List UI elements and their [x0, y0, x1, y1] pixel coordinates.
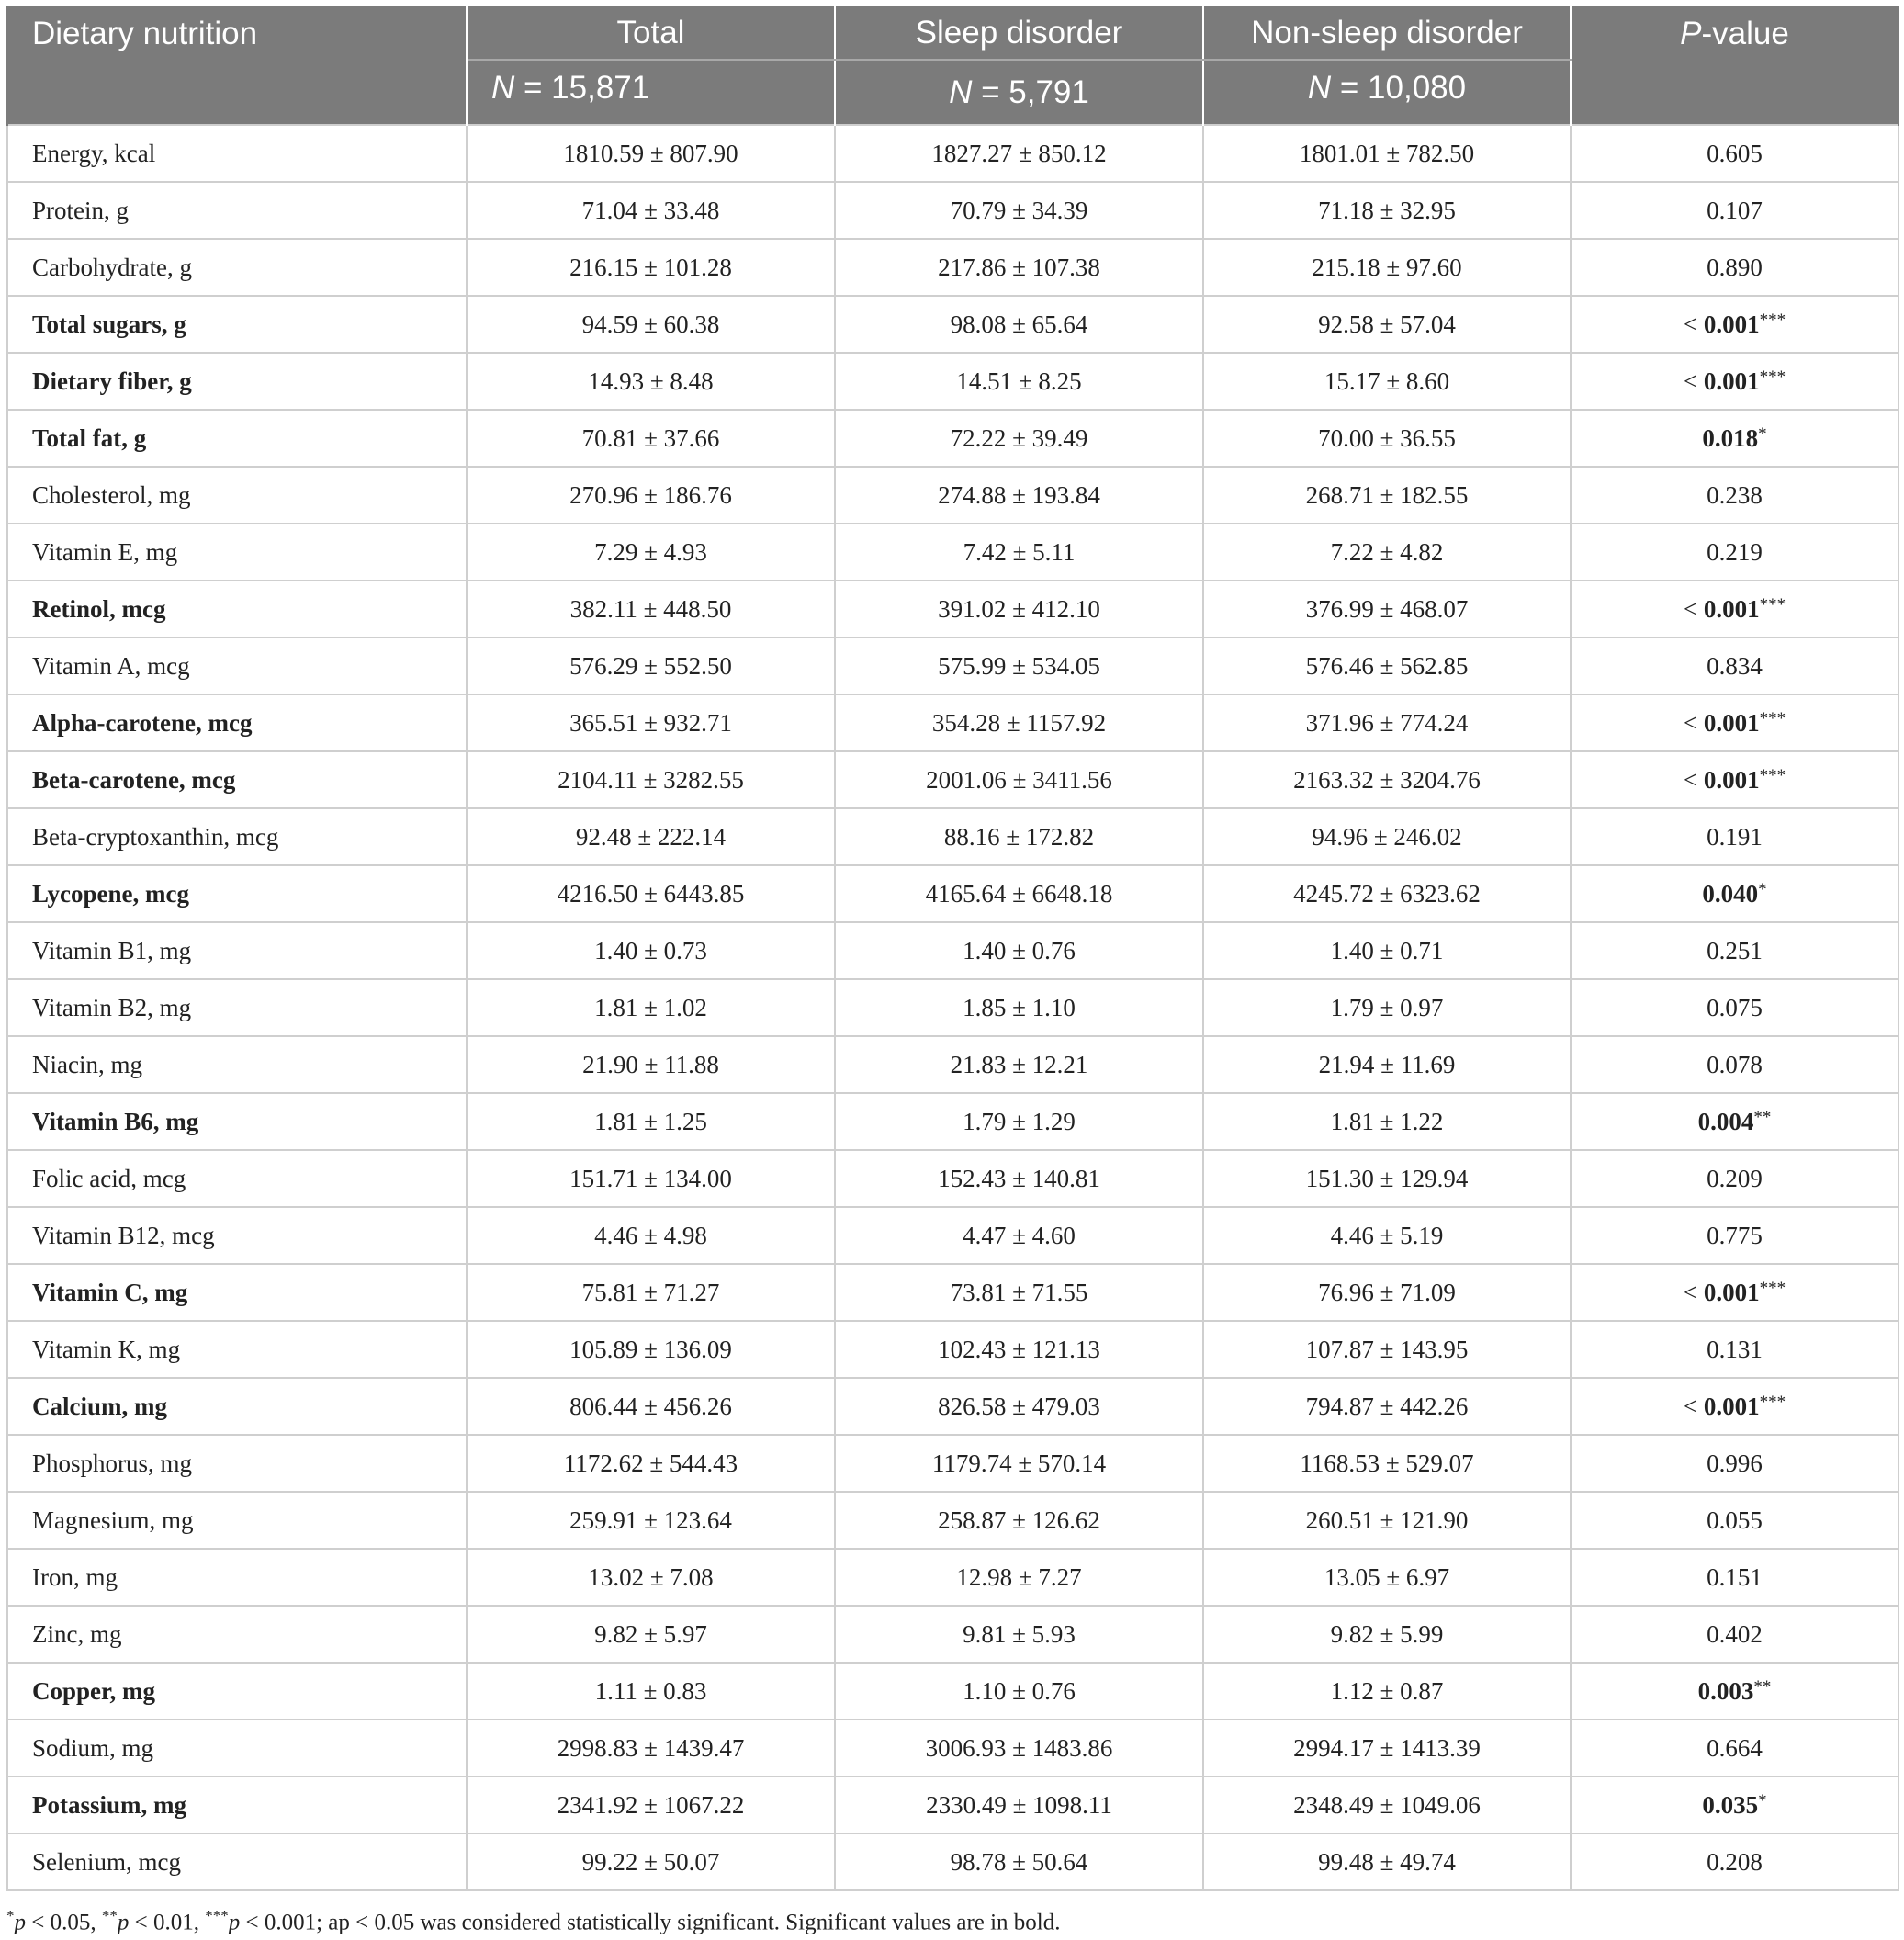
- table-row: [7, 1207, 1898, 1264]
- sleep-disorder-value-cell: 70.79 ± 34.39: [835, 182, 1203, 239]
- non-sleep-disorder-value-cell: 9.82 ± 5.99: [1203, 1606, 1571, 1663]
- p-value-cell: [1571, 1264, 1898, 1321]
- nutrient-name-cell: Sodium, mg: [7, 1720, 467, 1776]
- p-value-prefix: <: [1683, 1392, 1704, 1420]
- header-n-total: [467, 60, 835, 125]
- total-value-cell: 4216.50 ± 6443.85: [467, 865, 835, 922]
- total-value-cell: 9.82 ± 5.97: [467, 1606, 835, 1663]
- p-value-cell: [1571, 410, 1898, 467]
- non-sleep-disorder-value-cell: 99.48 ± 49.74: [1203, 1833, 1571, 1890]
- p-value-number: 0.040: [1702, 879, 1759, 908]
- p-value-number: 0.001: [1703, 310, 1760, 338]
- sleep-disorder-value-cell: 4165.64 ± 6648.18: [835, 865, 1203, 922]
- non-sleep-disorder-value-cell: 13.05 ± 6.97: [1203, 1549, 1571, 1606]
- total-value-cell: 259.91 ± 123.64: [467, 1492, 835, 1549]
- p-value-cell: [1571, 296, 1898, 353]
- non-sleep-disorder-value-cell: 1.40 ± 0.71: [1203, 922, 1571, 979]
- sleep-disorder-value-cell: 391.02 ± 412.10: [835, 581, 1203, 637]
- header-n-nonsleep: [1203, 60, 1571, 125]
- non-sleep-disorder-value-cell: 151.30 ± 129.94: [1203, 1150, 1571, 1207]
- footnote-p-2: p: [117, 1910, 130, 1935]
- non-sleep-disorder-value-cell: 15.17 ± 8.60: [1203, 353, 1571, 410]
- total-value-cell: 4.46 ± 4.98: [467, 1207, 835, 1264]
- table-row: [7, 1036, 1898, 1093]
- nutrient-name-cell: Vitamin B2, mg: [7, 979, 467, 1036]
- nutrient-name-cell: Folic acid, mcg: [7, 1150, 467, 1207]
- p-value-cell: [1571, 239, 1898, 296]
- sleep-disorder-value-cell: 354.28 ± 1157.92: [835, 694, 1203, 751]
- sleep-disorder-value-cell: 258.87 ± 126.62: [835, 1492, 1203, 1549]
- table-row: [7, 1492, 1898, 1549]
- p-value-number: 0.055: [1707, 1506, 1763, 1534]
- sleep-disorder-value-cell: 3006.93 ± 1483.86: [835, 1720, 1203, 1776]
- p-value-number: 0.402: [1707, 1619, 1763, 1648]
- n-total-value: = 15,871: [514, 70, 650, 106]
- nutrient-name-cell: Energy, kcal: [7, 125, 467, 182]
- non-sleep-disorder-value-cell: 794.87 ± 442.26: [1203, 1378, 1571, 1435]
- significance-stars: ***: [1759, 310, 1786, 330]
- table-row: [7, 1150, 1898, 1207]
- total-value-cell: 99.22 ± 50.07: [467, 1833, 835, 1890]
- nutrient-name-cell: Calcium, mg: [7, 1378, 467, 1435]
- significance-stars: *: [1758, 423, 1767, 444]
- sleep-disorder-value-cell: 72.22 ± 39.49: [835, 410, 1203, 467]
- p-value-cell: [1571, 1833, 1898, 1890]
- p-value-number: 0.035: [1702, 1790, 1759, 1819]
- header-n-sleep: [835, 60, 1203, 125]
- non-sleep-disorder-value-cell: 94.96 ± 246.02: [1203, 808, 1571, 865]
- sleep-disorder-value-cell: 4.47 ± 4.60: [835, 1207, 1203, 1264]
- total-value-cell: 7.29 ± 4.93: [467, 524, 835, 581]
- significance-stars: **: [1753, 1676, 1772, 1697]
- table-row: [7, 751, 1898, 808]
- table-row: [7, 865, 1898, 922]
- total-value-cell: 1.81 ± 1.25: [467, 1093, 835, 1150]
- p-value-number: 0.251: [1707, 936, 1763, 964]
- table-row: [7, 182, 1898, 239]
- dietary-nutrition-table: [6, 6, 1899, 1891]
- table-row: [7, 581, 1898, 637]
- table-row: [7, 1093, 1898, 1150]
- footnote-text-2: < 0.01,: [129, 1910, 206, 1935]
- total-value-cell: 14.93 ± 8.48: [467, 353, 835, 410]
- sleep-disorder-value-cell: 88.16 ± 172.82: [835, 808, 1203, 865]
- nutrient-name-cell: Dietary fiber, g: [7, 353, 467, 410]
- p-value-cell: [1571, 1036, 1898, 1093]
- nutrient-name-cell: Retinol, mcg: [7, 581, 467, 637]
- table-row: [7, 1549, 1898, 1606]
- nutrition-table-container: [6, 6, 1898, 1891]
- p-value-number: 0.890: [1707, 253, 1763, 281]
- p-value-cell: [1571, 1663, 1898, 1720]
- sleep-disorder-value-cell: 1.85 ± 1.10: [835, 979, 1203, 1036]
- p-value-number: 0.075: [1707, 993, 1763, 1021]
- p-value-number: 0.191: [1707, 822, 1763, 851]
- total-value-cell: 105.89 ± 136.09: [467, 1321, 835, 1378]
- table-row: [7, 239, 1898, 296]
- total-value-cell: 1.40 ± 0.73: [467, 922, 835, 979]
- total-value-cell: 92.48 ± 222.14: [467, 808, 835, 865]
- nutrient-name-cell: Vitamin B6, mg: [7, 1093, 467, 1150]
- non-sleep-disorder-value-cell: 376.99 ± 468.07: [1203, 581, 1571, 637]
- header-p-letter: P: [1680, 16, 1702, 51]
- p-value-number: 0.996: [1707, 1449, 1763, 1477]
- nutrient-name-cell: Magnesium, mg: [7, 1492, 467, 1549]
- table-row: [7, 808, 1898, 865]
- p-value-cell: [1571, 1776, 1898, 1833]
- sleep-disorder-value-cell: 274.88 ± 193.84: [835, 467, 1203, 524]
- p-value-cell: [1571, 1207, 1898, 1264]
- p-value-cell: [1571, 1093, 1898, 1150]
- p-value-number: 0.834: [1707, 651, 1763, 680]
- non-sleep-disorder-value-cell: 2348.49 ± 1049.06: [1203, 1776, 1571, 1833]
- p-value-cell: [1571, 1492, 1898, 1549]
- p-value-cell: [1571, 637, 1898, 694]
- p-value-cell: [1571, 125, 1898, 182]
- sleep-disorder-value-cell: 7.42 ± 5.11: [835, 524, 1203, 581]
- total-value-cell: 21.90 ± 11.88: [467, 1036, 835, 1093]
- total-value-cell: 2104.11 ± 3282.55: [467, 751, 835, 808]
- p-value-number: 0.131: [1707, 1335, 1763, 1363]
- p-value-number: 0.107: [1707, 196, 1763, 224]
- p-value-cell: [1571, 922, 1898, 979]
- n-sleep-value: = 5,791: [972, 73, 1089, 110]
- total-value-cell: 1.81 ± 1.02: [467, 979, 835, 1036]
- table-header: [7, 6, 1898, 125]
- footnote-star-1: *: [6, 1907, 15, 1924]
- nutrient-name-cell: Total sugars, g: [7, 296, 467, 353]
- p-value-cell: [1571, 1720, 1898, 1776]
- p-value-number: 0.151: [1707, 1562, 1763, 1591]
- p-value-number: 0.219: [1707, 537, 1763, 566]
- p-value-number: 0.238: [1707, 480, 1763, 509]
- non-sleep-disorder-value-cell: 71.18 ± 32.95: [1203, 182, 1571, 239]
- n-symbol: N: [949, 73, 973, 110]
- p-value-cell: [1571, 808, 1898, 865]
- sleep-disorder-value-cell: 826.58 ± 479.03: [835, 1378, 1203, 1435]
- non-sleep-disorder-value-cell: 1.79 ± 0.97: [1203, 979, 1571, 1036]
- nutrient-name-cell: Zinc, mg: [7, 1606, 467, 1663]
- p-value-prefix: <: [1683, 594, 1704, 623]
- p-value-number: 0.078: [1707, 1050, 1763, 1078]
- n-nonsleep-value: = 10,080: [1331, 70, 1467, 106]
- table-row: [7, 979, 1898, 1036]
- p-value-prefix: <: [1683, 367, 1704, 395]
- p-value-number: 0.018: [1702, 423, 1759, 452]
- sleep-disorder-value-cell: 2330.49 ± 1098.11: [835, 1776, 1203, 1833]
- non-sleep-disorder-value-cell: 2163.32 ± 3204.76: [1203, 751, 1571, 808]
- nutrient-name-cell: Beta-carotene, mcg: [7, 751, 467, 808]
- header-non-sleep-disorder: Non-sleep disorder: [1203, 6, 1571, 60]
- total-value-cell: 2341.92 ± 1067.22: [467, 1776, 835, 1833]
- sleep-disorder-value-cell: 21.83 ± 12.21: [835, 1036, 1203, 1093]
- significance-stars: ***: [1759, 1278, 1786, 1298]
- total-value-cell: 71.04 ± 33.48: [467, 182, 835, 239]
- footnote-text-1: < 0.05,: [26, 1910, 102, 1935]
- table-row: [7, 1833, 1898, 1890]
- sleep-disorder-value-cell: 217.86 ± 107.38: [835, 239, 1203, 296]
- table-row: [7, 1776, 1898, 1833]
- non-sleep-disorder-value-cell: 107.87 ± 143.95: [1203, 1321, 1571, 1378]
- footnote-p-1: p: [14, 1910, 26, 1935]
- p-value-cell: [1571, 1150, 1898, 1207]
- sleep-disorder-value-cell: 152.43 ± 140.81: [835, 1150, 1203, 1207]
- non-sleep-disorder-value-cell: 1.12 ± 0.87: [1203, 1663, 1571, 1720]
- footnote-p-3: p: [228, 1910, 241, 1935]
- non-sleep-disorder-value-cell: 2994.17 ± 1413.39: [1203, 1720, 1571, 1776]
- n-symbol: N: [1307, 70, 1332, 106]
- nutrient-name-cell: Niacin, mg: [7, 1036, 467, 1093]
- nutrient-name-cell: Protein, g: [7, 182, 467, 239]
- significance-stars: ***: [1759, 1392, 1786, 1412]
- p-value-number: 0.001: [1703, 594, 1760, 623]
- footnote-text-3: < 0.001; ap < 0.05 was considered statistically significant. Significant values are in bold.: [240, 1910, 1061, 1935]
- sleep-disorder-value-cell: 1827.27 ± 850.12: [835, 125, 1203, 182]
- nutrient-name-cell: Iron, mg: [7, 1549, 467, 1606]
- p-value-number: 0.004: [1697, 1107, 1754, 1135]
- total-value-cell: 216.15 ± 101.28: [467, 239, 835, 296]
- p-value-cell: [1571, 1321, 1898, 1378]
- p-value-cell: [1571, 1435, 1898, 1492]
- total-value-cell: 151.71 ± 134.00: [467, 1150, 835, 1207]
- nutrient-name-cell: Total fat, g: [7, 410, 467, 467]
- non-sleep-disorder-value-cell: 215.18 ± 97.60: [1203, 239, 1571, 296]
- table-row: [7, 694, 1898, 751]
- nutrient-name-cell: Lycopene, mcg: [7, 865, 467, 922]
- non-sleep-disorder-value-cell: 1801.01 ± 782.50: [1203, 125, 1571, 182]
- total-value-cell: 270.96 ± 186.76: [467, 467, 835, 524]
- non-sleep-disorder-value-cell: 76.96 ± 71.09: [1203, 1264, 1571, 1321]
- table-row: [7, 1435, 1898, 1492]
- table-row: [7, 922, 1898, 979]
- non-sleep-disorder-value-cell: 4245.72 ± 6323.62: [1203, 865, 1571, 922]
- total-value-cell: 365.51 ± 932.71: [467, 694, 835, 751]
- footnote-star-3: ***: [205, 1907, 229, 1924]
- p-value-number: 0.001: [1703, 367, 1760, 395]
- sleep-disorder-value-cell: 14.51 ± 8.25: [835, 353, 1203, 410]
- p-value-cell: [1571, 694, 1898, 751]
- p-value-cell: [1571, 182, 1898, 239]
- significance-stars: ***: [1759, 765, 1786, 785]
- non-sleep-disorder-value-cell: 21.94 ± 11.69: [1203, 1036, 1571, 1093]
- nutrient-name-cell: Vitamin B1, mg: [7, 922, 467, 979]
- sleep-disorder-value-cell: 1.40 ± 0.76: [835, 922, 1203, 979]
- non-sleep-disorder-value-cell: 4.46 ± 5.19: [1203, 1207, 1571, 1264]
- sleep-disorder-value-cell: 1179.74 ± 570.14: [835, 1435, 1203, 1492]
- nutrient-name-cell: Potassium, mg: [7, 1776, 467, 1833]
- significance-stars: *: [1758, 1790, 1767, 1810]
- nutrient-name-cell: Vitamin A, mcg: [7, 637, 467, 694]
- total-value-cell: 576.29 ± 552.50: [467, 637, 835, 694]
- table-row: [7, 410, 1898, 467]
- p-value-number: 0.001: [1703, 765, 1760, 794]
- p-value-number: 0.605: [1707, 139, 1763, 167]
- nutrient-name-cell: Vitamin E, mg: [7, 524, 467, 581]
- total-value-cell: 2998.83 ± 1439.47: [467, 1720, 835, 1776]
- header-sleep-disorder: Sleep disorder: [835, 6, 1203, 60]
- total-value-cell: 382.11 ± 448.50: [467, 581, 835, 637]
- table-footnote: [6, 1907, 1898, 1935]
- p-value-cell: [1571, 581, 1898, 637]
- nutrient-name-cell: Vitamin C, mg: [7, 1264, 467, 1321]
- nutrient-name-cell: Carbohydrate, g: [7, 239, 467, 296]
- p-value-number: 0.001: [1703, 1278, 1760, 1306]
- nutrient-name-cell: Vitamin K, mg: [7, 1321, 467, 1378]
- significance-stars: *: [1758, 879, 1767, 899]
- non-sleep-disorder-value-cell: 268.71 ± 182.55: [1203, 467, 1571, 524]
- p-value-number: 0.775: [1707, 1221, 1763, 1249]
- nutrient-name-cell: Copper, mg: [7, 1663, 467, 1720]
- significance-stars: ***: [1759, 367, 1786, 387]
- p-value-prefix: <: [1683, 310, 1704, 338]
- nutrient-name-cell: Vitamin B12, mcg: [7, 1207, 467, 1264]
- p-value-cell: [1571, 1606, 1898, 1663]
- p-value-number: 0.208: [1707, 1847, 1763, 1876]
- p-value-number: 0.664: [1707, 1733, 1763, 1762]
- p-value-number: 0.001: [1703, 708, 1760, 737]
- header-dietary-nutrition: Dietary nutrition: [7, 6, 467, 125]
- p-value-prefix: <: [1683, 708, 1704, 737]
- p-value-cell: [1571, 467, 1898, 524]
- table-row: [7, 467, 1898, 524]
- p-value-cell: [1571, 751, 1898, 808]
- non-sleep-disorder-value-cell: 260.51 ± 121.90: [1203, 1492, 1571, 1549]
- p-value-number: 0.001: [1703, 1392, 1760, 1420]
- table-row: [7, 1606, 1898, 1663]
- table-row: [7, 1663, 1898, 1720]
- header-p-rest: -value: [1701, 16, 1789, 51]
- p-value-cell: [1571, 1378, 1898, 1435]
- sleep-disorder-value-cell: 12.98 ± 7.27: [835, 1549, 1203, 1606]
- total-value-cell: 13.02 ± 7.08: [467, 1549, 835, 1606]
- table-row: [7, 637, 1898, 694]
- table-row: [7, 296, 1898, 353]
- table-row: [7, 1720, 1898, 1776]
- p-value-number: 0.003: [1697, 1676, 1754, 1705]
- significance-stars: ***: [1759, 594, 1786, 615]
- total-value-cell: 1810.59 ± 807.90: [467, 125, 835, 182]
- non-sleep-disorder-value-cell: 7.22 ± 4.82: [1203, 524, 1571, 581]
- non-sleep-disorder-value-cell: 70.00 ± 36.55: [1203, 410, 1571, 467]
- p-value-prefix: <: [1683, 765, 1704, 794]
- nutrient-name-cell: Beta-cryptoxanthin, mcg: [7, 808, 467, 865]
- total-value-cell: 1172.62 ± 544.43: [467, 1435, 835, 1492]
- p-value-cell: [1571, 353, 1898, 410]
- table-row: [7, 353, 1898, 410]
- n-symbol: N: [491, 70, 515, 106]
- non-sleep-disorder-value-cell: 92.58 ± 57.04: [1203, 296, 1571, 353]
- total-value-cell: 70.81 ± 37.66: [467, 410, 835, 467]
- header-total: Total: [467, 6, 835, 60]
- table-row: [7, 1378, 1898, 1435]
- sleep-disorder-value-cell: 102.43 ± 121.13: [835, 1321, 1203, 1378]
- significance-stars: ***: [1759, 708, 1786, 728]
- p-value-cell: [1571, 865, 1898, 922]
- total-value-cell: 806.44 ± 456.26: [467, 1378, 835, 1435]
- table-body: [7, 125, 1898, 1890]
- sleep-disorder-value-cell: 9.81 ± 5.93: [835, 1606, 1203, 1663]
- table-row: [7, 1321, 1898, 1378]
- header-p-value: [1571, 6, 1898, 125]
- sleep-disorder-value-cell: 2001.06 ± 3411.56: [835, 751, 1203, 808]
- non-sleep-disorder-value-cell: 576.46 ± 562.85: [1203, 637, 1571, 694]
- non-sleep-disorder-value-cell: 1168.53 ± 529.07: [1203, 1435, 1571, 1492]
- table-row: [7, 524, 1898, 581]
- sleep-disorder-value-cell: 1.79 ± 1.29: [835, 1093, 1203, 1150]
- sleep-disorder-value-cell: 73.81 ± 71.55: [835, 1264, 1203, 1321]
- sleep-disorder-value-cell: 575.99 ± 534.05: [835, 637, 1203, 694]
- sleep-disorder-value-cell: 1.10 ± 0.76: [835, 1663, 1203, 1720]
- nutrient-name-cell: Phosphorus, mg: [7, 1435, 467, 1492]
- table-row: [7, 125, 1898, 182]
- nutrient-name-cell: Alpha-carotene, mcg: [7, 694, 467, 751]
- total-value-cell: 1.11 ± 0.83: [467, 1663, 835, 1720]
- table-row: [7, 1264, 1898, 1321]
- total-value-cell: 75.81 ± 71.27: [467, 1264, 835, 1321]
- p-value-cell: [1571, 524, 1898, 581]
- non-sleep-disorder-value-cell: 371.96 ± 774.24: [1203, 694, 1571, 751]
- sleep-disorder-value-cell: 98.08 ± 65.64: [835, 296, 1203, 353]
- p-value-prefix: <: [1683, 1278, 1704, 1306]
- p-value-cell: [1571, 979, 1898, 1036]
- non-sleep-disorder-value-cell: 1.81 ± 1.22: [1203, 1093, 1571, 1150]
- total-value-cell: 94.59 ± 60.38: [467, 296, 835, 353]
- sleep-disorder-value-cell: 98.78 ± 50.64: [835, 1833, 1203, 1890]
- nutrient-name-cell: Selenium, mcg: [7, 1833, 467, 1890]
- nutrient-name-cell: Cholesterol, mg: [7, 467, 467, 524]
- footnote-star-2: **: [101, 1907, 118, 1924]
- p-value-cell: [1571, 1549, 1898, 1606]
- significance-stars: **: [1753, 1107, 1772, 1127]
- p-value-number: 0.209: [1707, 1164, 1763, 1192]
